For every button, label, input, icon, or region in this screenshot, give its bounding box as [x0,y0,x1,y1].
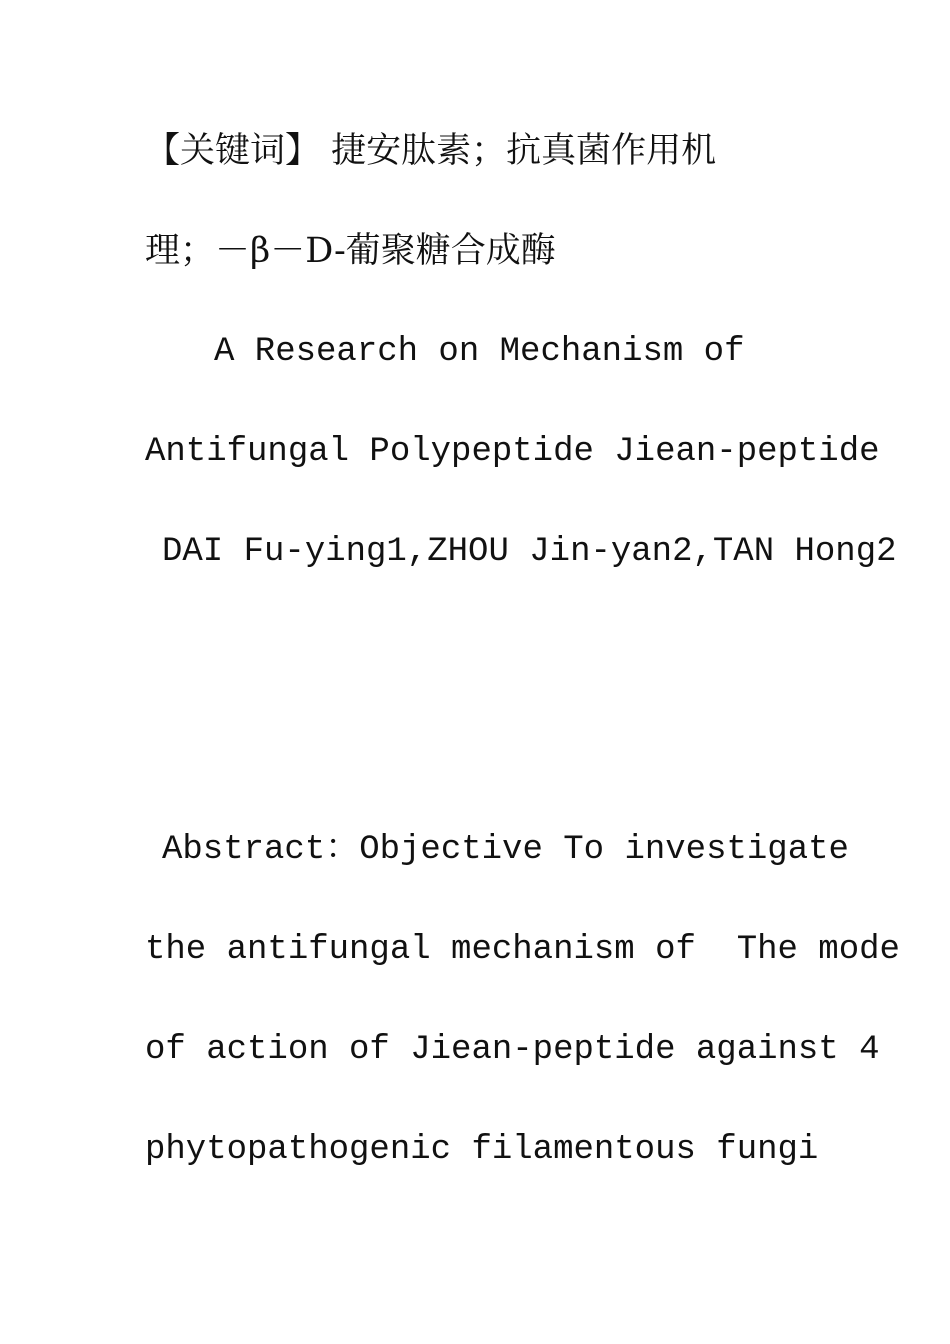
abstract-line-2: the antifungal mechanism of The mode [145,931,900,969]
english-title-line-1: A Research on Mechanism of [214,333,745,371]
abstract-line-1: Abstract：Objective To investigate [162,831,849,869]
keywords-line-2: 理；－β－D-葡聚糖合成酶 [145,231,556,271]
authors-line: DAI Fu-ying1,ZHOU Jin-yan2,TAN Hong2 [162,533,897,571]
abstract-line-4: phytopathogenic filamentous fungi [145,1131,819,1169]
abstract-line-3: of action of Jiean-peptide against 4 [145,1031,880,1069]
english-title-line-2: Antifungal Polypeptide Jiean-peptide [145,433,880,471]
keywords-line-1: 【关键词】 捷安肽素；抗真菌作用机 [145,131,717,171]
